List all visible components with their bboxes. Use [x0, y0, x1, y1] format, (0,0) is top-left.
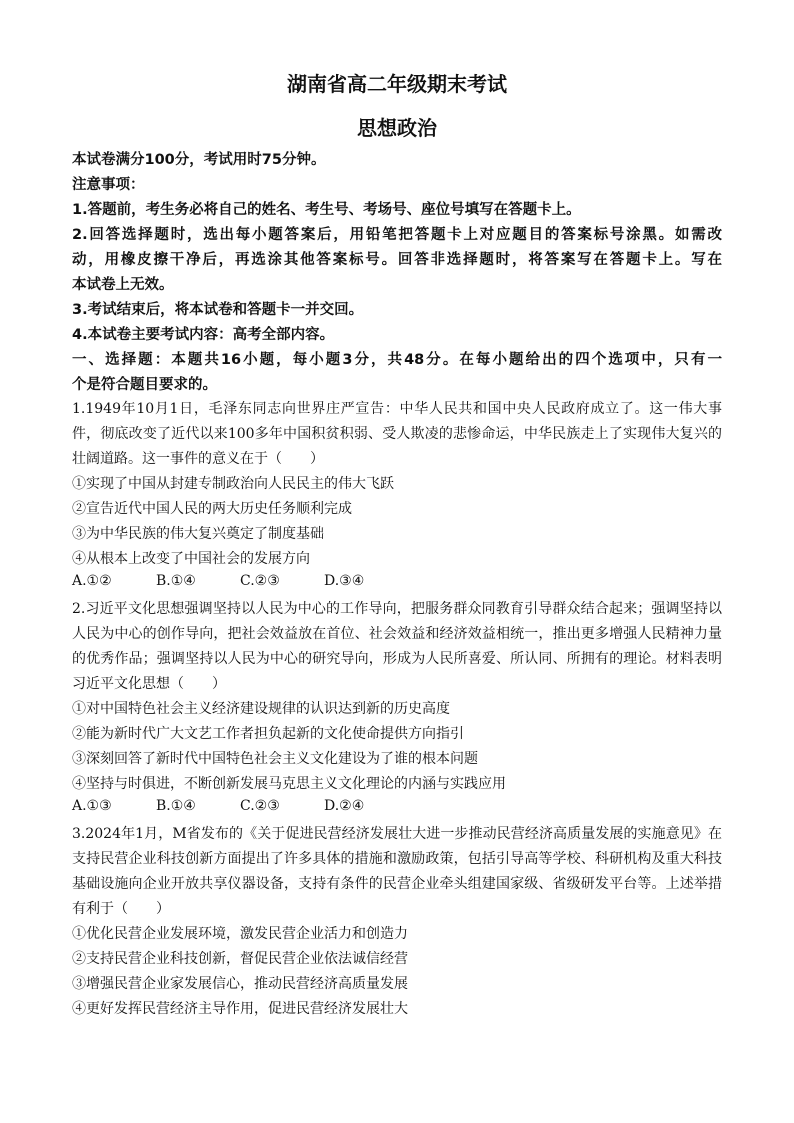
- q1-option-c: C.②③: [240, 573, 280, 589]
- q1-item-3: ③为中华民族的伟大复兴奠定了制度基础: [72, 526, 324, 542]
- exam-intro: 本试卷满分100分，考试用时75分钟。: [72, 152, 326, 168]
- q2-stem-line-4: 习近平文化思想（ ）: [72, 676, 226, 692]
- notice-item-1: 1.答题前，考生务必将自己的姓名、考生号、考场号、座位号填写在答题卡上。: [72, 202, 581, 218]
- notice-heading: 注意事项：: [72, 177, 145, 193]
- q2-stem-line-1: 2.习近平文化思想强调坚持以人民为中心的工作导向，把服务群众同教育引导群众结合起来；强调坚持以: [72, 601, 722, 617]
- q1-stem-line-1: 1.1949年10月1日，毛泽东同志向世界庄严宣告：中华人民共和国中央人民政府成立了。这一伟大事: [72, 401, 722, 417]
- q3-stem-line-3: 基础设施向企业开放共享仪器设备，支持有条件的民营企业牵头组建国家级、省级研发平台等。上述举措: [72, 876, 722, 892]
- q3-stem-line-4: 有利于（ ）: [72, 901, 170, 917]
- q1-stem-line-3: 壮阔道路。这一事件的意义在于（ ）: [72, 451, 324, 467]
- q2-stem-line-2: 人民为中心的创作导向，把社会效益放在首位、社会效益和经济效益相统一，推出更多增强人民精神力量: [72, 626, 722, 642]
- q1-option-b: B.①④: [156, 573, 196, 589]
- q3-item-1: ①优化民营企业发展环境，激发民营企业活力和创造力: [72, 926, 408, 942]
- q3-item-2: ②支持民营企业科技创新，督促民营企业依法诚信经营: [72, 951, 408, 967]
- q2-option-c: C.②③: [240, 798, 280, 814]
- q3-item-4: ④更好发挥民营经济主导作用，促进民营经济发展壮大: [72, 1001, 408, 1017]
- notice-item-2-line-3: 本试卷上无效。: [72, 277, 174, 293]
- notice-item-2-line-2: 动，用橡皮擦干净后，再选涂其他答案标号。回答非选择题时，将答案写在答题卡上。写在: [72, 252, 722, 268]
- q2-option-b: B.①④: [156, 798, 196, 814]
- exam-subject: 思想政治: [357, 116, 437, 140]
- q1-option-a: A.①②: [72, 573, 112, 589]
- section-heading-line-1: 一、选择题：本题共16小题，每小题3分，共48分。在每小题给出的四个选项中，只有一: [72, 352, 722, 368]
- q2-item-3: ③深刻回答了新时代中国特色社会主义文化建设为了谁的根本问题: [72, 751, 478, 767]
- q2-item-4: ④坚持与时俱进，不断创新发展马克思主义文化理论的内涵与实践应用: [72, 776, 506, 792]
- notice-item-3: 3.考试结束后，将本试卷和答题卡一并交回。: [72, 302, 364, 318]
- q3-stem-line-1: 3.2024年1月，M省发布的《关于促进民营经济发展壮大进一步推动民营经济高质量发展的实施意见》在: [72, 826, 722, 842]
- q2-option-d: D.②④: [324, 798, 365, 814]
- q3-stem-line-2: 支持民营企业科技创新方面提出了许多具体的措施和激励政策，包括引导高等学校、科研机构及重大科技: [72, 851, 722, 867]
- exam-title: 湖南省高二年级期末考试: [287, 72, 507, 96]
- q1-option-d: D.③④: [324, 573, 365, 589]
- q2-option-a: A.①③: [72, 798, 112, 814]
- q2-item-1: ①对中国特色社会主义经济建设规律的认识达到新的历史高度: [72, 701, 450, 717]
- q3-item-3: ③增强民营企业家发展信心，推动民营经济高质量发展: [72, 976, 408, 992]
- q1-item-1: ①实现了中国从封建专制政治向人民民主的伟大飞跃: [72, 476, 394, 492]
- q1-options: [72, 573, 722, 589]
- q1-item-2: ②宣告近代中国人民的两大历史任务顺利完成: [72, 501, 352, 517]
- q2-item-2: ②能为新时代广大文艺工作者担负起新的文化使命提供方向指引: [72, 726, 464, 742]
- q2-stem-line-3: 的优秀作品；强调坚持以人民为中心的研究导向，形成为人民所喜爱、所认同、所拥有的理论。材料表明: [72, 651, 722, 667]
- q2-options: [72, 798, 722, 814]
- section-heading-line-2: 个是符合题目要求的。: [72, 377, 217, 393]
- notice-item-4: 4.本试卷主要考试内容：高考全部内容。: [72, 327, 335, 343]
- notice-item-2-line-1: 2.回答选择题时，选出每小题答案后，用铅笔把答题卡上对应题目的答案标号涂黑。如需改: [72, 227, 722, 243]
- q1-item-4: ④从根本上改变了中国社会的发展方向: [72, 551, 310, 567]
- q1-stem-line-2: 件，彻底改变了近代以来100多年中国积贫积弱、受人欺凌的悲惨命运，中华民族走上了实现伟大复兴的: [72, 426, 722, 442]
